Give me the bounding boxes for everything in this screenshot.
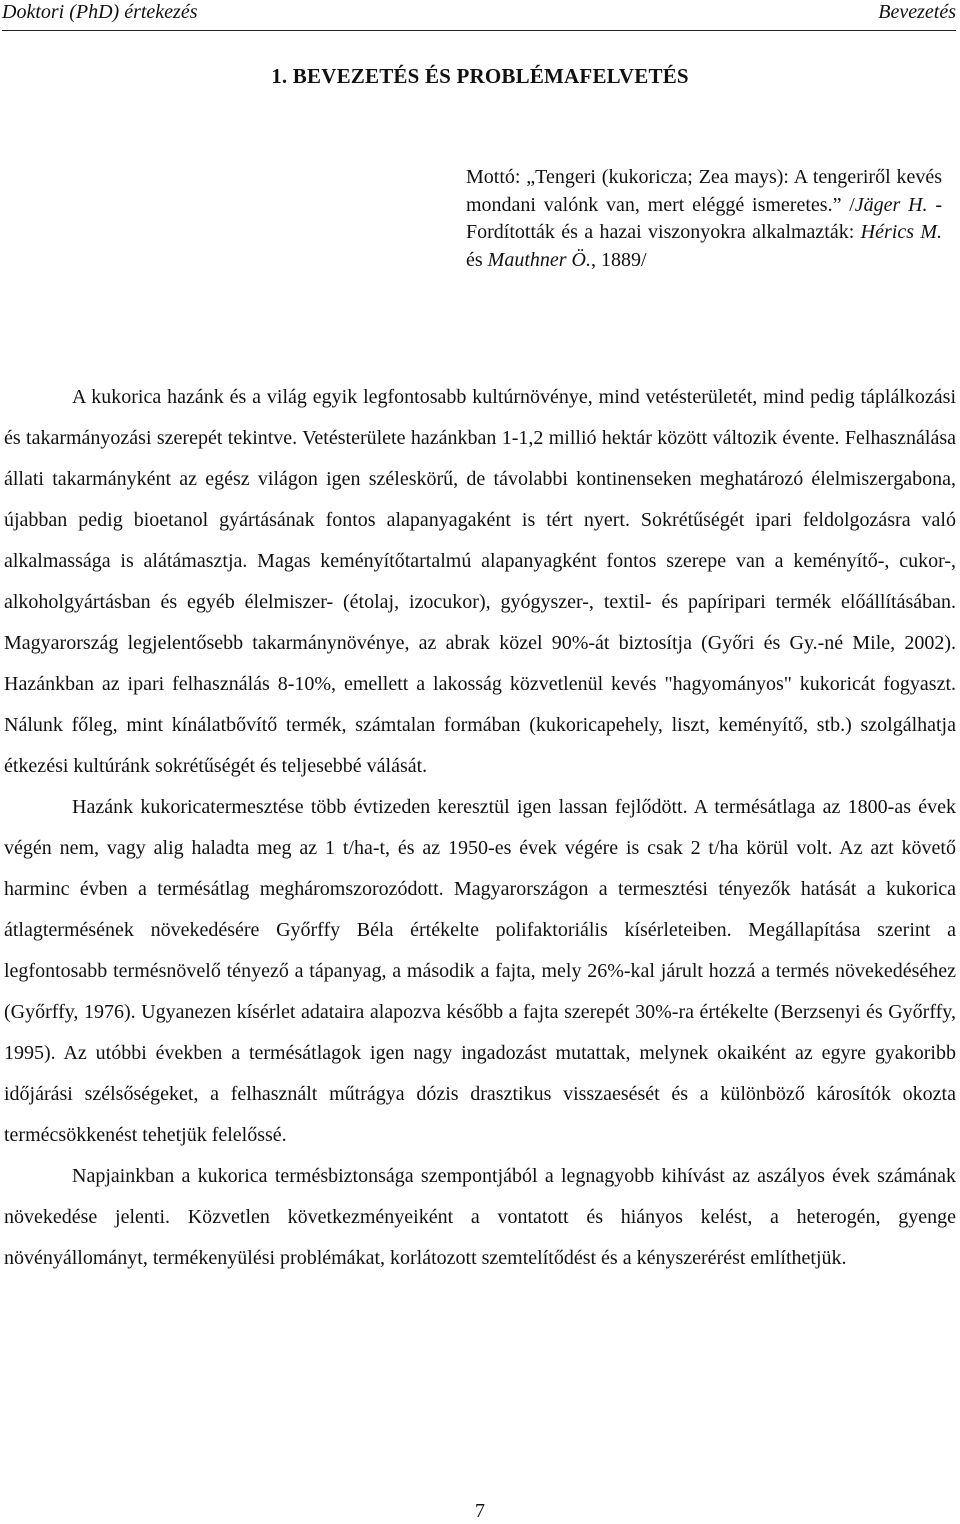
- motto-translators-label: - Fordították és a hazai viszonyokra alkalmazták:: [466, 193, 942, 243]
- page-number: 7: [475, 1500, 485, 1522]
- chapter-title: 1. BEVEZETÉS ÉS PROBLÉMAFELVETÉS: [271, 64, 689, 88]
- header-document-type: Doktori (PhD) értekezés: [2, 1, 198, 23]
- header-section-name: Bevezetés: [878, 1, 956, 23]
- paragraph-2: Hazánk kukoricatermesztése több évtizeden keresztül igen lassan fejlődött. A termésátlaga az 1800-as évek végén nem, vagy alig haladta meg az 1 t/ha-t, és az 1950-es évek végére is csak 2 t/ha körül volt. Az azt követő harminc évben a termésátlag megháromszorozódott. Magyarországon a termesztési tényezők hatását a kukorica átlagtermésének növekedésére Győrffy Béla értékelte polifaktoriális kísérleteiben. Megállapítása szerint a legfontosabb termésnövelő tényező a tápanyag, a második a fajta, mely 26%-kal járult hozzá a termés növekedéséhez (Győrffy, 1976). Ugyanezen kísérlet adataira alapozva később a fajta szerepét 30%-ra értékelte (Berzsenyi és Győrffy, 1995). Az utóbbi években a termésátlagok igen nagy ingadozást mutattak, melynek okaiként az egyre gyakoribb időjárási szélsőségeket, a felhasznált műtrágya dózis drasztikus visszaesését és a különböző károsítók okozta termécsökkenést tehetjük felelőssé.: [4, 796, 956, 1146]
- motto-author-jager: Jäger H.: [854, 193, 928, 216]
- motto-year: , 1889/: [591, 248, 647, 271]
- motto-lead: Mottó: „Tengeri (kukoricza; Zea mays): A tengeriről kevés mondani valónk van, mert eléggé ismeretes.” /: [466, 166, 942, 216]
- body-text: [4, 377, 956, 1279]
- motto-author-mauthner: Mauthner Ö.: [487, 248, 591, 271]
- running-header: [2, 0, 956, 31]
- motto-block: [466, 164, 942, 274]
- motto-author-herics: Hérics M.: [860, 221, 942, 243]
- motto-and: és: [466, 248, 488, 271]
- paragraph-1: A kukorica hazánk és a világ egyik legfontosabb kultúrnövénye, mind vetésterületét, mind pedig táplálkozási és takarmányozási szerepét tekintve. Vetésterülete hazánkban 1-1,2 millió hektár között változik évente. Felhasználása állati takarmányként az egész világon igen széleskörű, de távolabbi kontinenseken meghatározó élelmiszergabona, újabban pedig bioetanol gyártásának fontos alapanyagaként is tért nyert. Sokrétűségét ipari feldolgozásra való alkalmassága is alátámasztja. Magas keményítőtartalmú alapanyagként fontos szerepe van a keményítő-, cukor-, alkoholgyártásban és egyéb élelmiszer- (étolaj, izocukor), gyógyszer-, textil- és papíripari termék előállításában. Magyarország legjelentősebb takarmánynövénye, az abrak közel 90%-át biztosítja (Győri és Gy.-né Mile, 2002). Hazánkban az ipari felhasználás 8-10%, emellett a lakosság közvetlenül kevés "hagyományos" kukoricát fogyaszt. Nálunk főleg, mint kínálatbővítő termék, számtalan formában (kukoricapehely, liszt, keményítő, stb.) szolgálhatja étkezési kultúránk sokrétűségét és teljesebbé válását.: [4, 386, 956, 777]
- paragraph-3: Napjainkban a kukorica termésbiztonsága szempontjából a legnagyobb kihívást az aszályos évek számának növekedése jelenti. Közvetlen következményeiként a vontatott és hiányos kelést, a heterogén, gyenge növényállományt, termékenyülési problémákat, korlátozott szemtelítődést és a kényszerérést említhetjük.: [4, 1165, 956, 1269]
